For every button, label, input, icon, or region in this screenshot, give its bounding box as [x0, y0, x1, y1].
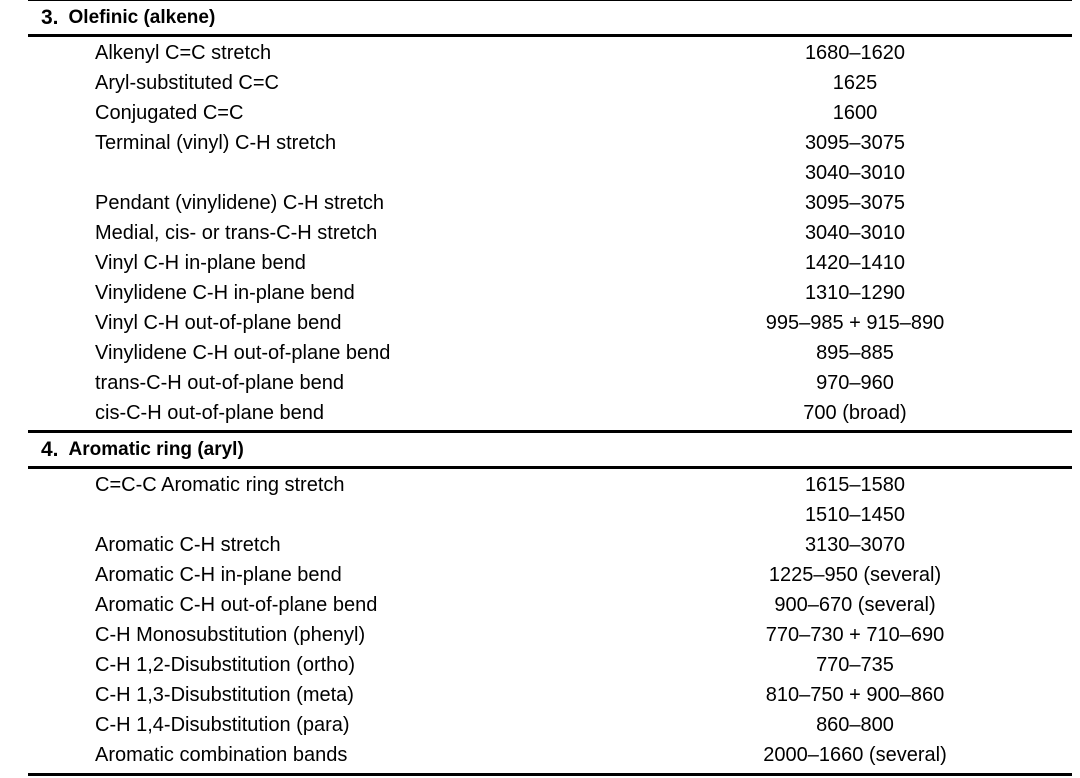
- table-row: [28, 189, 1072, 219]
- row-value: 860–800: [816, 714, 894, 736]
- row-label: Vinylidene C-H in-plane bend: [95, 282, 355, 304]
- section-body-olefinic: [28, 37, 1072, 430]
- table-row: [28, 561, 1072, 591]
- row-value: 3130–3070: [804, 534, 906, 556]
- section-header-aromatic: [28, 433, 1072, 466]
- row-value: 3040–3010: [804, 162, 906, 184]
- row-label: C-H 1,3-Disubstitution (meta): [95, 684, 354, 706]
- row-value: 1310–1290: [804, 282, 906, 304]
- row-value: 700 (broad): [803, 402, 907, 424]
- row-label: Terminal (vinyl) C-H stretch: [95, 132, 337, 154]
- row-value: 995–985 + 915–890: [765, 312, 945, 334]
- row-label: cis-C-H out-of-plane bend: [95, 402, 324, 424]
- table-row: [28, 621, 1072, 651]
- table-row: [28, 591, 1072, 621]
- row-value: 895–885: [816, 342, 894, 364]
- row-label: Aromatic C-H in-plane bend: [95, 564, 342, 586]
- row-label: Vinyl C-H out-of-plane bend: [95, 312, 342, 334]
- row-label: Pendant (vinylidene) C-H stretch: [95, 192, 385, 214]
- table-row: [28, 159, 1072, 189]
- section-body-aromatic: [28, 469, 1072, 773]
- table-row: [28, 471, 1072, 501]
- row-value: 3095–3075: [804, 132, 906, 154]
- row-value: 3040–3010: [804, 222, 906, 244]
- table-row: [28, 531, 1072, 561]
- row-label: Aromatic combination bands: [95, 744, 348, 766]
- table-row: [28, 711, 1072, 741]
- row-value: 770–735: [816, 654, 894, 676]
- table-row: [28, 681, 1072, 711]
- row-label: Vinyl C-H in-plane bend: [95, 252, 306, 274]
- row-value: 2000–1660 (several): [763, 744, 947, 766]
- row-value: 900–670 (several): [774, 594, 936, 616]
- row-label: Aromatic C-H out-of-plane bend: [95, 594, 378, 616]
- row-label: Aromatic C-H stretch: [95, 534, 281, 556]
- table-row: [28, 99, 1072, 129]
- section-number: 4.: [41, 437, 59, 461]
- section-number: 3.: [41, 5, 59, 29]
- row-label: C-H 1,4-Disubstitution (para): [95, 714, 350, 736]
- row-label: Conjugated C=C: [95, 102, 244, 124]
- table-row: [28, 399, 1072, 429]
- row-value: 770–730 + 710–690: [765, 624, 945, 646]
- row-label: Alkenyl C=C stretch: [95, 42, 272, 64]
- table-row: [28, 651, 1072, 681]
- table-row: [28, 249, 1072, 279]
- section-title: Olefinic (alkene): [68, 6, 216, 28]
- row-label: C-H 1,2-Disubstitution (ortho): [95, 654, 356, 676]
- row-label: Aryl-substituted C=C: [95, 72, 279, 94]
- row-value: 1680–1620: [804, 42, 906, 64]
- table-bottom-rule: [28, 773, 1072, 776]
- row-value: 1225–950 (several): [768, 564, 942, 586]
- section-title: Aromatic ring (aryl): [68, 438, 244, 460]
- table-row: [28, 129, 1072, 159]
- row-label: Medial, cis- or trans-C-H stretch: [95, 222, 378, 244]
- row-value: 970–960: [816, 372, 894, 394]
- row-value: 1600: [832, 102, 878, 124]
- row-value: 1615–1580: [804, 474, 906, 496]
- row-value: 1625: [832, 72, 878, 94]
- row-label: C-H Monosubstitution (phenyl): [95, 624, 366, 646]
- table-row: [28, 369, 1072, 399]
- table-row: [28, 39, 1072, 69]
- row-label: Vinylidene C-H out-of-plane bend: [95, 342, 391, 364]
- row-value: 1420–1410: [804, 252, 906, 274]
- table-row: [28, 219, 1072, 249]
- section-header-olefinic: [28, 1, 1072, 34]
- row-label: C=C-C Aromatic ring stretch: [95, 474, 345, 496]
- row-value: 810–750 + 900–860: [765, 684, 945, 706]
- row-value: 1510–1450: [804, 504, 906, 526]
- table-row: [28, 501, 1072, 531]
- table-row: [28, 741, 1072, 771]
- table-row: [28, 279, 1072, 309]
- table-row: [28, 69, 1072, 99]
- table-row: [28, 309, 1072, 339]
- table-row: [28, 339, 1072, 369]
- row-label: trans-C-H out-of-plane bend: [95, 372, 345, 394]
- ir-frequency-table: [28, 0, 1072, 776]
- row-value: 3095–3075: [804, 192, 906, 214]
